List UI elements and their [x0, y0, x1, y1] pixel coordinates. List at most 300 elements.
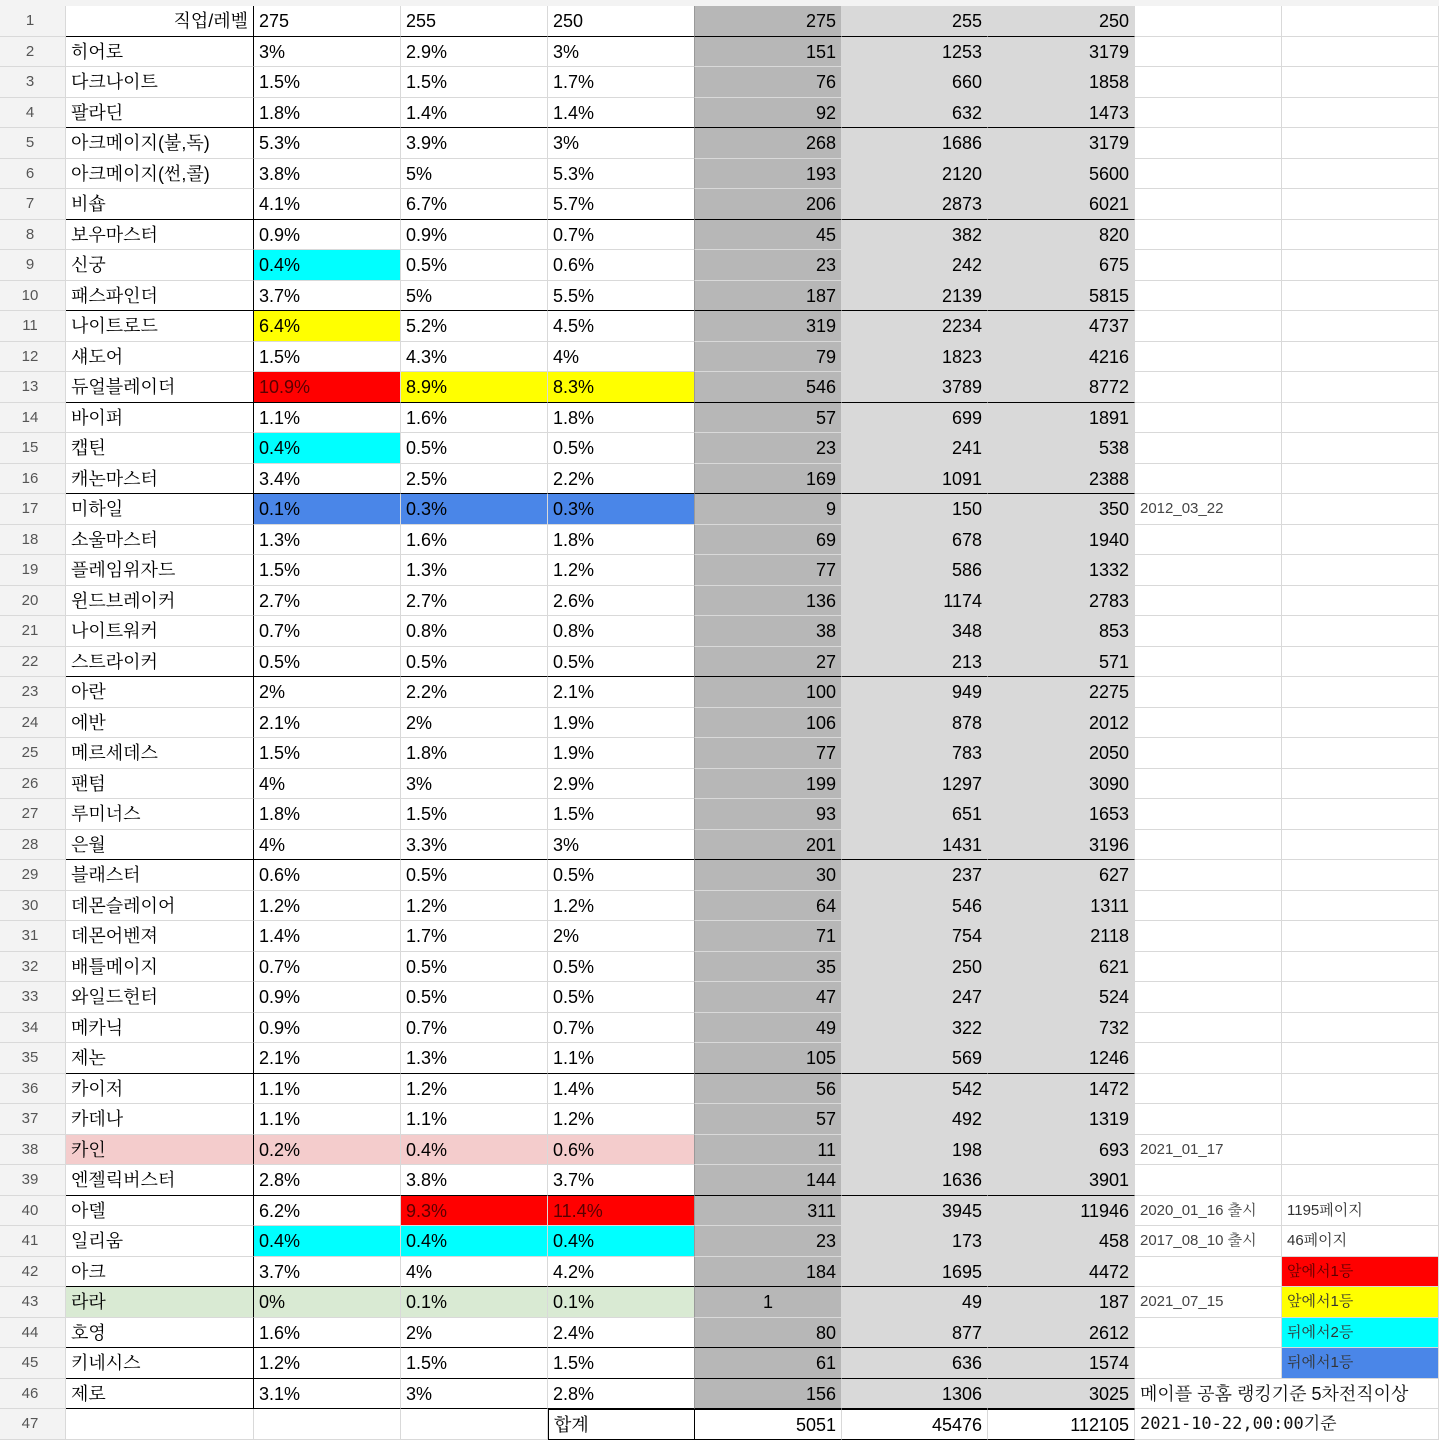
job-percentage[interactable]: 4% — [254, 830, 401, 861]
cell[interactable] — [1135, 952, 1282, 983]
row-number[interactable]: 37 — [0, 1104, 66, 1135]
job-name[interactable]: 메카닉 — [66, 1013, 254, 1044]
job-count[interactable]: 93 — [695, 799, 842, 830]
row-number[interactable]: 42 — [0, 1257, 66, 1288]
job-percentage[interactable]: 0.9% — [254, 1013, 401, 1044]
cell[interactable] — [1282, 677, 1439, 708]
job-percentage[interactable]: 1.8% — [254, 98, 401, 129]
job-percentage[interactable]: 2% — [548, 921, 695, 952]
cell[interactable] — [1135, 525, 1282, 556]
release-date-note[interactable]: 2020_01_16 출시 — [1135, 1196, 1282, 1227]
cell[interactable] — [1135, 769, 1282, 800]
cell[interactable] — [1135, 1318, 1282, 1349]
job-percentage[interactable]: 1.3% — [254, 525, 401, 556]
job-count[interactable]: 56 — [695, 1074, 842, 1105]
job-count[interactable]: 542 — [842, 1074, 988, 1105]
cell[interactable] — [1282, 586, 1439, 617]
cell[interactable] — [1135, 586, 1282, 617]
header-level-pct[interactable]: 250 — [548, 6, 695, 37]
cell[interactable] — [1135, 555, 1282, 586]
row-number[interactable]: 23 — [0, 677, 66, 708]
cell[interactable] — [1282, 708, 1439, 739]
row-number[interactable]: 14 — [0, 403, 66, 434]
job-percentage[interactable]: 1.5% — [548, 799, 695, 830]
job-count[interactable]: 6021 — [988, 189, 1135, 220]
row-number[interactable]: 8 — [0, 220, 66, 251]
job-name[interactable]: 소울마스터 — [66, 525, 254, 556]
cell[interactable] — [1135, 372, 1282, 403]
job-name[interactable]: 섀도어 — [66, 342, 254, 373]
job-percentage[interactable]: 4% — [548, 342, 695, 373]
job-count[interactable]: 150 — [842, 494, 988, 525]
job-count[interactable]: 57 — [695, 1104, 842, 1135]
job-percentage[interactable]: 1.9% — [548, 738, 695, 769]
job-count[interactable]: 4737 — [988, 311, 1135, 342]
cell[interactable] — [1282, 1165, 1439, 1196]
job-count[interactable]: 1306 — [842, 1379, 988, 1410]
cell[interactable] — [1135, 403, 1282, 434]
job-percentage[interactable]: 0.5% — [401, 952, 548, 983]
header-job-level-label[interactable]: 직업/레벨 — [66, 6, 254, 37]
job-percentage[interactable]: 2% — [254, 677, 401, 708]
job-count[interactable]: 206 — [695, 189, 842, 220]
job-percentage[interactable]: 5.7% — [548, 189, 695, 220]
cell[interactable] — [1135, 891, 1282, 922]
job-percentage[interactable]: 0.1% — [401, 1287, 548, 1318]
job-percentage[interactable]: 3.7% — [254, 1257, 401, 1288]
job-name[interactable]: 아크메이지(불,독) — [66, 128, 254, 159]
job-percentage[interactable]: 1.2% — [548, 1104, 695, 1135]
job-percentage[interactable]: 3% — [254, 37, 401, 68]
job-percentage[interactable]: 0.4% — [401, 1226, 548, 1257]
cell[interactable] — [1282, 372, 1439, 403]
job-percentage[interactable]: 5.5% — [548, 281, 695, 312]
job-count[interactable]: 348 — [842, 616, 988, 647]
cell[interactable] — [1282, 769, 1439, 800]
job-count[interactable]: 151 — [695, 37, 842, 68]
reference-date[interactable]: 2021-10-22,00:00기준 — [1135, 1409, 1439, 1440]
job-count[interactable]: 4472 — [988, 1257, 1135, 1288]
job-count[interactable]: 57 — [695, 403, 842, 434]
job-percentage[interactable]: 11.4% — [548, 1196, 695, 1227]
cell[interactable] — [1282, 921, 1439, 952]
job-percentage[interactable]: 3.7% — [548, 1165, 695, 1196]
job-count[interactable]: 64 — [695, 891, 842, 922]
cell[interactable] — [1282, 647, 1439, 678]
cell[interactable] — [1282, 830, 1439, 861]
job-percentage[interactable]: 1.1% — [254, 1074, 401, 1105]
job-percentage[interactable]: 3.9% — [401, 128, 548, 159]
job-name[interactable]: 팬텀 — [66, 769, 254, 800]
job-count[interactable]: 693 — [988, 1135, 1135, 1166]
cell[interactable] — [1135, 830, 1282, 861]
cell[interactable] — [1282, 98, 1439, 129]
job-count[interactable]: 35 — [695, 952, 842, 983]
job-percentage[interactable]: 1.5% — [401, 67, 548, 98]
job-percentage[interactable]: 8.3% — [548, 372, 695, 403]
job-count[interactable]: 2234 — [842, 311, 988, 342]
job-count[interactable]: 651 — [842, 799, 988, 830]
row-number[interactable]: 46 — [0, 1379, 66, 1410]
cell[interactable] — [1282, 1013, 1439, 1044]
job-percentage[interactable]: 3% — [401, 1379, 548, 1410]
job-count[interactable]: 853 — [988, 616, 1135, 647]
job-percentage[interactable]: 3% — [548, 37, 695, 68]
job-name[interactable]: 일리움 — [66, 1226, 254, 1257]
job-count[interactable]: 198 — [842, 1135, 988, 1166]
job-percentage[interactable]: 0.7% — [401, 1013, 548, 1044]
header-level-count[interactable]: 275 — [695, 6, 842, 37]
job-percentage[interactable]: 3.3% — [401, 830, 548, 861]
job-count[interactable]: 49 — [842, 1287, 988, 1318]
row-number[interactable]: 29 — [0, 860, 66, 891]
job-percentage[interactable]: 1.5% — [548, 1348, 695, 1379]
job-percentage[interactable]: 2.2% — [401, 677, 548, 708]
job-name[interactable]: 엔젤릭버스터 — [66, 1165, 254, 1196]
row-number[interactable]: 3 — [0, 67, 66, 98]
job-percentage[interactable]: 0.7% — [548, 220, 695, 251]
job-percentage[interactable]: 0.6% — [548, 1135, 695, 1166]
cell[interactable] — [1135, 433, 1282, 464]
job-name[interactable]: 블래스터 — [66, 860, 254, 891]
release-date-note[interactable]: 2021_01_17 — [1135, 1135, 1282, 1166]
job-name[interactable]: 호영 — [66, 1318, 254, 1349]
job-count[interactable]: 571 — [988, 647, 1135, 678]
job-percentage[interactable]: 0.5% — [401, 982, 548, 1013]
job-percentage[interactable]: 0.2% — [254, 1135, 401, 1166]
job-count[interactable]: 2120 — [842, 159, 988, 190]
row-number[interactable]: 6 — [0, 159, 66, 190]
cell[interactable] — [1282, 159, 1439, 190]
row-number[interactable]: 31 — [0, 921, 66, 952]
legend-red[interactable]: 앞에서1등 — [1282, 1257, 1439, 1288]
cell[interactable] — [1282, 37, 1439, 68]
job-count[interactable]: 268 — [695, 128, 842, 159]
job-percentage[interactable]: 0.1% — [254, 494, 401, 525]
job-count[interactable]: 23 — [695, 1226, 842, 1257]
job-count[interactable]: 136 — [695, 586, 842, 617]
cell[interactable] — [1282, 860, 1439, 891]
job-percentage[interactable]: 8.9% — [401, 372, 548, 403]
cell[interactable] — [1135, 708, 1282, 739]
job-percentage[interactable]: 1.4% — [401, 98, 548, 129]
job-name[interactable]: 배틀메이지 — [66, 952, 254, 983]
job-name[interactable]: 카데나 — [66, 1104, 254, 1135]
row-number[interactable]: 44 — [0, 1318, 66, 1349]
job-name[interactable]: 보우마스터 — [66, 220, 254, 251]
job-name[interactable]: 나이트워커 — [66, 616, 254, 647]
job-count[interactable]: 546 — [842, 891, 988, 922]
job-name[interactable]: 나이트로드 — [66, 311, 254, 342]
job-percentage[interactable]: 3.1% — [254, 1379, 401, 1410]
job-count[interactable]: 492 — [842, 1104, 988, 1135]
cell[interactable] — [1135, 921, 1282, 952]
job-count[interactable]: 1653 — [988, 799, 1135, 830]
job-count[interactable]: 38 — [695, 616, 842, 647]
job-percentage[interactable]: 5.2% — [401, 311, 548, 342]
row-number[interactable]: 32 — [0, 952, 66, 983]
row-number[interactable]: 38 — [0, 1135, 66, 1166]
job-percentage[interactable]: 1.3% — [401, 1043, 548, 1074]
job-count[interactable]: 79 — [695, 342, 842, 373]
job-count[interactable]: 675 — [988, 250, 1135, 281]
cell[interactable] — [254, 1409, 401, 1440]
total-count[interactable]: 45476 — [842, 1409, 988, 1440]
job-count[interactable]: 184 — [695, 1257, 842, 1288]
job-percentage[interactable]: 3% — [548, 128, 695, 159]
job-percentage[interactable]: 2.7% — [401, 586, 548, 617]
job-count[interactable]: 8772 — [988, 372, 1135, 403]
job-percentage[interactable]: 2.9% — [548, 769, 695, 800]
job-percentage[interactable]: 0.5% — [254, 647, 401, 678]
job-count[interactable]: 546 — [695, 372, 842, 403]
cell[interactable] — [1282, 6, 1439, 37]
cell[interactable] — [401, 1409, 548, 1440]
job-count[interactable]: 49 — [695, 1013, 842, 1044]
job-count[interactable]: 949 — [842, 677, 988, 708]
job-percentage[interactable]: 2.1% — [254, 708, 401, 739]
job-percentage[interactable]: 2.4% — [548, 1318, 695, 1349]
job-percentage[interactable]: 1.5% — [254, 738, 401, 769]
cell[interactable] — [1282, 891, 1439, 922]
job-count[interactable]: 105 — [695, 1043, 842, 1074]
row-number[interactable]: 17 — [0, 494, 66, 525]
cell[interactable] — [1282, 281, 1439, 312]
row-number[interactable]: 28 — [0, 830, 66, 861]
job-count[interactable]: 1472 — [988, 1074, 1135, 1105]
job-percentage[interactable]: 1.5% — [401, 799, 548, 830]
cell[interactable] — [1282, 1104, 1439, 1135]
job-name[interactable]: 미하일 — [66, 494, 254, 525]
job-percentage[interactable]: 1.2% — [401, 891, 548, 922]
cell[interactable] — [1282, 494, 1439, 525]
job-name[interactable]: 루미너스 — [66, 799, 254, 830]
cell[interactable] — [1135, 250, 1282, 281]
job-count[interactable]: 820 — [988, 220, 1135, 251]
cell[interactable] — [1282, 189, 1439, 220]
job-percentage[interactable]: 1.2% — [254, 891, 401, 922]
job-percentage[interactable]: 0.4% — [254, 1226, 401, 1257]
job-name[interactable]: 카이저 — [66, 1074, 254, 1105]
job-count[interactable]: 1686 — [842, 128, 988, 159]
job-count[interactable]: 2873 — [842, 189, 988, 220]
header-level-pct[interactable]: 255 — [401, 6, 548, 37]
job-name[interactable]: 아란 — [66, 677, 254, 708]
job-count[interactable]: 173 — [842, 1226, 988, 1257]
job-percentage[interactable]: 3.7% — [254, 281, 401, 312]
job-percentage[interactable]: 0.4% — [548, 1226, 695, 1257]
cell[interactable] — [1282, 464, 1439, 495]
job-percentage[interactable]: 2% — [401, 1318, 548, 1349]
job-count[interactable]: 144 — [695, 1165, 842, 1196]
cell[interactable] — [1282, 67, 1439, 98]
page-count-note[interactable]: 46페이지 — [1282, 1226, 1439, 1257]
cell[interactable] — [1135, 1104, 1282, 1135]
job-percentage[interactable]: 0.8% — [401, 616, 548, 647]
job-percentage[interactable]: 1.6% — [401, 525, 548, 556]
job-name[interactable]: 아크 — [66, 1257, 254, 1288]
job-percentage[interactable]: 4.2% — [548, 1257, 695, 1288]
row-number[interactable]: 25 — [0, 738, 66, 769]
job-percentage[interactable]: 1.5% — [254, 342, 401, 373]
job-count[interactable]: 1091 — [842, 464, 988, 495]
cell[interactable] — [1282, 342, 1439, 373]
job-percentage[interactable]: 1.9% — [548, 708, 695, 739]
row-number[interactable]: 36 — [0, 1074, 66, 1105]
job-count[interactable]: 3090 — [988, 769, 1135, 800]
job-percentage[interactable]: 1.2% — [548, 555, 695, 586]
job-name[interactable]: 플레임위자드 — [66, 555, 254, 586]
job-name[interactable]: 메르세데스 — [66, 738, 254, 769]
job-count[interactable]: 2612 — [988, 1318, 1135, 1349]
job-name[interactable]: 팔라딘 — [66, 98, 254, 129]
job-percentage[interactable]: 2.1% — [254, 1043, 401, 1074]
job-count[interactable]: 783 — [842, 738, 988, 769]
job-count[interactable]: 201 — [695, 830, 842, 861]
job-count[interactable]: 2050 — [988, 738, 1135, 769]
job-percentage[interactable]: 6.7% — [401, 189, 548, 220]
job-count[interactable]: 4216 — [988, 342, 1135, 373]
cell[interactable] — [1135, 159, 1282, 190]
job-percentage[interactable]: 0.5% — [401, 250, 548, 281]
job-count[interactable]: 23 — [695, 250, 842, 281]
cell[interactable] — [1135, 6, 1282, 37]
job-count[interactable]: 77 — [695, 738, 842, 769]
job-count[interactable]: 754 — [842, 921, 988, 952]
job-count[interactable]: 1940 — [988, 525, 1135, 556]
job-percentage[interactable]: 5.3% — [254, 128, 401, 159]
row-number[interactable]: 39 — [0, 1165, 66, 1196]
job-name[interactable]: 히어로 — [66, 37, 254, 68]
cell[interactable] — [1282, 220, 1439, 251]
job-percentage[interactable]: 0.5% — [548, 433, 695, 464]
job-count[interactable]: 1431 — [842, 830, 988, 861]
job-percentage[interactable]: 5.3% — [548, 159, 695, 190]
row-number[interactable]: 12 — [0, 342, 66, 373]
row-number[interactable]: 4 — [0, 98, 66, 129]
cell[interactable] — [1135, 128, 1282, 159]
job-percentage[interactable]: 2.9% — [401, 37, 548, 68]
job-count[interactable]: 1311 — [988, 891, 1135, 922]
job-percentage[interactable]: 0.7% — [548, 1013, 695, 1044]
job-count[interactable]: 2118 — [988, 921, 1135, 952]
cell[interactable] — [1282, 128, 1439, 159]
job-name[interactable]: 다크나이트 — [66, 67, 254, 98]
job-percentage[interactable]: 0.5% — [548, 982, 695, 1013]
job-count[interactable]: 1246 — [988, 1043, 1135, 1074]
job-count[interactable]: 187 — [695, 281, 842, 312]
job-percentage[interactable]: 0.9% — [401, 220, 548, 251]
header-level-count[interactable]: 250 — [988, 6, 1135, 37]
row-number[interactable]: 5 — [0, 128, 66, 159]
job-name[interactable]: 데몬슬레이어 — [66, 891, 254, 922]
job-percentage[interactable]: 1.4% — [548, 98, 695, 129]
row-number[interactable]: 1 — [0, 6, 66, 37]
job-percentage[interactable]: 3.8% — [254, 159, 401, 190]
job-count[interactable]: 311 — [695, 1196, 842, 1227]
cell[interactable] — [1135, 67, 1282, 98]
cell[interactable] — [1282, 250, 1439, 281]
job-count[interactable]: 3945 — [842, 1196, 988, 1227]
job-count[interactable]: 1695 — [842, 1257, 988, 1288]
job-percentage[interactable]: 10.9% — [254, 372, 401, 403]
job-count[interactable]: 27 — [695, 647, 842, 678]
job-count[interactable]: 350 — [988, 494, 1135, 525]
cell[interactable] — [1135, 1043, 1282, 1074]
job-percentage[interactable]: 6.4% — [254, 311, 401, 342]
job-name[interactable]: 패스파인더 — [66, 281, 254, 312]
cell[interactable] — [1135, 1257, 1282, 1288]
job-percentage[interactable]: 0.5% — [401, 647, 548, 678]
job-count[interactable]: 1858 — [988, 67, 1135, 98]
job-count[interactable]: 2275 — [988, 677, 1135, 708]
job-count[interactable]: 569 — [842, 1043, 988, 1074]
job-count[interactable]: 1574 — [988, 1348, 1135, 1379]
job-percentage[interactable]: 0.1% — [548, 1287, 695, 1318]
header-level-count[interactable]: 255 — [842, 6, 988, 37]
job-percentage[interactable]: 1.6% — [254, 1318, 401, 1349]
legend-yellow[interactable]: 앞에서1등 — [1282, 1287, 1439, 1318]
job-count[interactable]: 524 — [988, 982, 1135, 1013]
row-number[interactable]: 26 — [0, 769, 66, 800]
job-percentage[interactable]: 1.5% — [254, 555, 401, 586]
cell[interactable] — [1135, 616, 1282, 647]
cell[interactable] — [1282, 1074, 1439, 1105]
cell[interactable] — [1135, 189, 1282, 220]
cell[interactable] — [1282, 555, 1439, 586]
job-count[interactable]: 458 — [988, 1226, 1135, 1257]
job-percentage[interactable]: 0.5% — [401, 433, 548, 464]
job-percentage[interactable]: 1.1% — [254, 403, 401, 434]
total-count[interactable]: 5051 — [695, 1409, 842, 1440]
job-percentage[interactable]: 0.9% — [254, 220, 401, 251]
job-percentage[interactable]: 1.8% — [548, 403, 695, 434]
job-count[interactable]: 247 — [842, 982, 988, 1013]
cell[interactable] — [1135, 311, 1282, 342]
job-count[interactable]: 213 — [842, 647, 988, 678]
job-name[interactable]: 제논 — [66, 1043, 254, 1074]
job-count[interactable]: 237 — [842, 860, 988, 891]
job-percentage[interactable]: 0.5% — [548, 952, 695, 983]
job-name[interactable]: 은월 — [66, 830, 254, 861]
job-percentage[interactable]: 0% — [254, 1287, 401, 1318]
legend-cyan[interactable]: 뒤에서2등 — [1282, 1318, 1439, 1349]
row-number[interactable]: 10 — [0, 281, 66, 312]
job-count[interactable]: 678 — [842, 525, 988, 556]
job-count[interactable]: 1332 — [988, 555, 1135, 586]
cell[interactable] — [1135, 1013, 1282, 1044]
release-date-note[interactable]: 2012_03_22 — [1135, 494, 1282, 525]
job-percentage[interactable]: 0.6% — [254, 860, 401, 891]
job-percentage[interactable]: 0.3% — [548, 494, 695, 525]
row-number[interactable]: 19 — [0, 555, 66, 586]
job-percentage[interactable]: 1.4% — [548, 1074, 695, 1105]
cell[interactable] — [1135, 738, 1282, 769]
job-percentage[interactable]: 3% — [401, 769, 548, 800]
cell[interactable] — [1282, 799, 1439, 830]
cell[interactable] — [1135, 799, 1282, 830]
job-percentage[interactable]: 1.2% — [254, 1348, 401, 1379]
cell[interactable] — [1135, 220, 1282, 251]
job-percentage[interactable]: 3.8% — [401, 1165, 548, 1196]
job-percentage[interactable]: 2.1% — [548, 677, 695, 708]
job-percentage[interactable]: 2.7% — [254, 586, 401, 617]
cell[interactable] — [1135, 1074, 1282, 1105]
job-count[interactable]: 627 — [988, 860, 1135, 891]
job-percentage[interactable]: 0.4% — [254, 250, 401, 281]
job-percentage[interactable]: 3% — [548, 830, 695, 861]
page-count-note[interactable]: 1195페이지 — [1282, 1196, 1439, 1227]
